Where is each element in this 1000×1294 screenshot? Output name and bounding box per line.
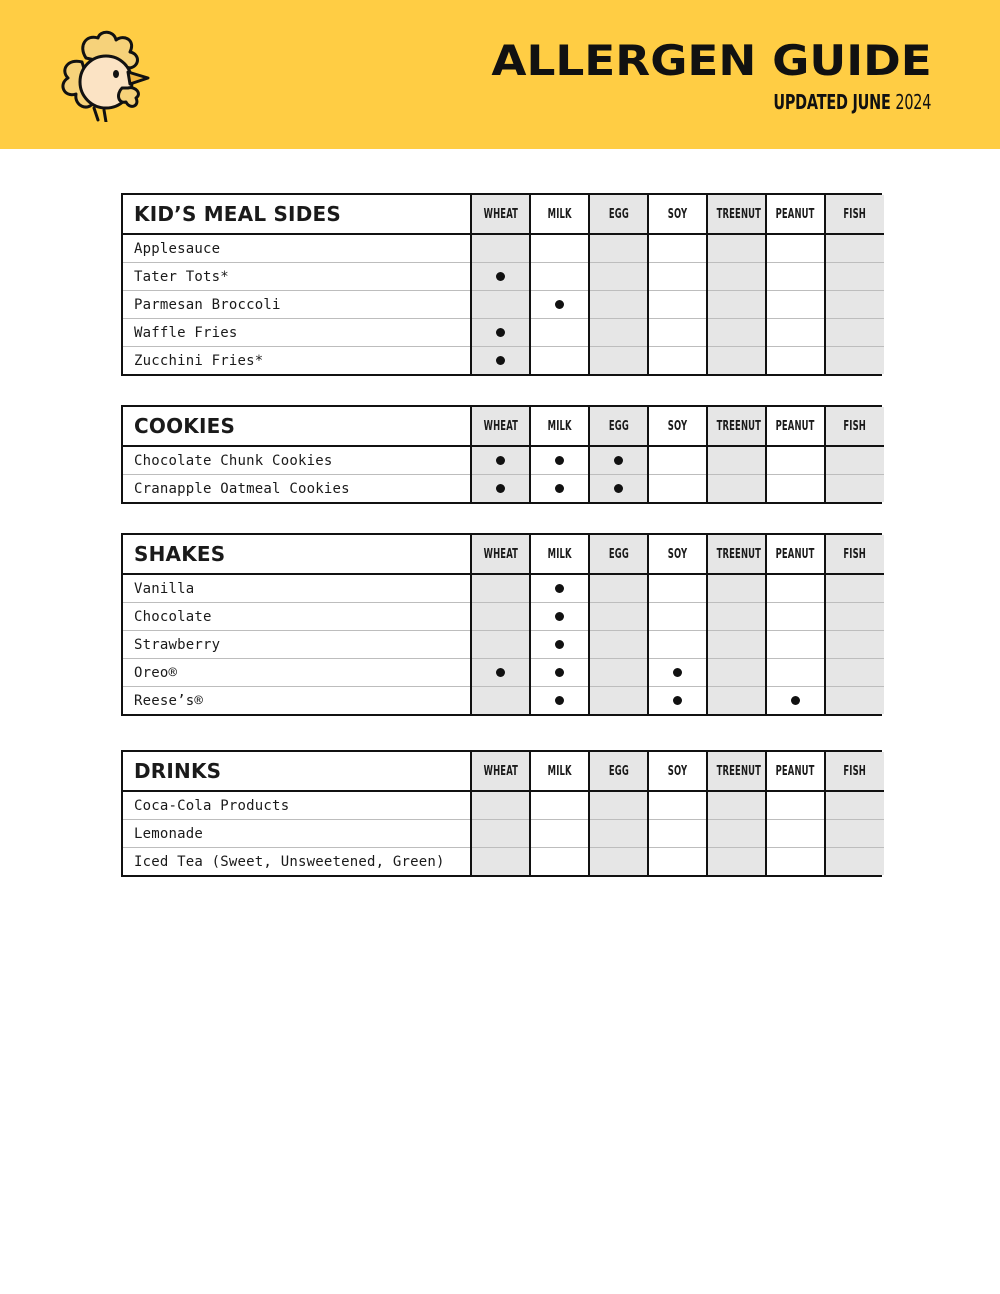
allergen-cell [589, 291, 648, 319]
allergen-cell [707, 631, 766, 659]
allergen-cell [766, 446, 825, 475]
allergen-cell [766, 820, 825, 848]
item-name: Coca-Cola Products [134, 797, 290, 814]
allergen-cell [825, 603, 884, 631]
allergen-cell [648, 820, 707, 848]
allergen-header-label: EGG [608, 418, 629, 434]
contains-dot-icon [673, 668, 682, 677]
allergen-cell [825, 820, 884, 848]
allergen-cell [530, 659, 589, 687]
allergen-header-fish [825, 535, 884, 574]
allergen-cell [648, 791, 707, 820]
allergen-cell [766, 291, 825, 319]
allergen-header-label: WHEAT [483, 763, 518, 779]
allergen-cell [530, 234, 589, 263]
table-row [123, 291, 884, 319]
item-name: Iced Tea (Sweet, Unsweetened, Green) [123, 848, 471, 876]
allergen-cell [707, 791, 766, 820]
allergen-cell [707, 659, 766, 687]
table-row [123, 848, 884, 876]
allergen-cell [766, 791, 825, 820]
allergen-cell [471, 848, 530, 876]
allergen-header-label: SOY [667, 546, 688, 562]
allergen-header-wheat [471, 535, 530, 574]
allergen-cell [766, 848, 825, 876]
allergen-cell [471, 659, 530, 687]
allergen-cell [530, 791, 589, 820]
allergen-header-peanut [766, 195, 825, 234]
allergen-cell [707, 603, 766, 631]
allergen-cell [471, 291, 530, 319]
table-row [123, 263, 884, 291]
allergen-cell [648, 603, 707, 631]
allergen-cell [707, 687, 766, 715]
allergen-header-label: MILK [547, 763, 572, 779]
contains-dot-icon [496, 356, 505, 365]
allergen-cell [825, 659, 884, 687]
allergen-header-wheat [471, 752, 530, 791]
contains-dot-icon [555, 668, 564, 677]
allergen-cell [530, 848, 589, 876]
allergen-cell [589, 659, 648, 687]
table-row [123, 475, 884, 503]
allergen-cell [648, 291, 707, 319]
item-name: Zucchini Fries* [123, 347, 471, 375]
allergen-cell [707, 319, 766, 347]
allergen-cell [707, 263, 766, 291]
item-name: Applesauce [134, 240, 221, 257]
allergen-cell [589, 574, 648, 603]
allergen-cell [825, 631, 884, 659]
allergen-cell [707, 820, 766, 848]
allergen-cell [825, 574, 884, 603]
contains-dot-icon [496, 484, 505, 493]
contains-dot-icon [555, 484, 564, 493]
allergen-cell [589, 631, 648, 659]
updated-date [773, 90, 931, 114]
allergen-header-soy [648, 407, 707, 446]
allergen-cell [648, 687, 707, 715]
allergen-header-label: MILK [547, 418, 572, 434]
allergen-cell [471, 631, 530, 659]
contains-dot-icon [614, 484, 623, 493]
allergen-cell [766, 574, 825, 603]
section-title: DRINKS [123, 752, 471, 791]
allergen-cell [589, 234, 648, 263]
item-name: Tater Tots* [123, 263, 471, 291]
item-name: Lemonade [123, 820, 471, 848]
allergen-cell [825, 791, 884, 820]
allergen-cell [589, 475, 648, 503]
allergen-header-label: TREENUT [716, 763, 762, 779]
allergen-header-label: FISH [843, 546, 867, 562]
table-row [123, 319, 884, 347]
allergen-cell [825, 446, 884, 475]
allergen-header-egg [589, 535, 648, 574]
allergen-header-treenut [707, 752, 766, 791]
allergen-header-wheat [471, 195, 530, 234]
allergen-header-label: FISH [843, 418, 867, 434]
allergen-header-milk [530, 407, 589, 446]
allergen-cell [530, 574, 589, 603]
allergen-cell [589, 687, 648, 715]
allergen-header-fish [825, 195, 884, 234]
allergen-header-soy [648, 535, 707, 574]
allergen-header-label: PEANUT [776, 206, 815, 222]
table-row [123, 603, 884, 631]
allergen-header-soy [648, 752, 707, 791]
table-row [123, 791, 884, 820]
item-name: Waffle Fries [123, 319, 471, 347]
allergen-header-label: MILK [547, 546, 572, 562]
allergen-cell [589, 446, 648, 475]
allergen-cell [766, 475, 825, 503]
allergen-cell [825, 347, 884, 375]
section-title: KID’S MEAL SIDES [123, 195, 471, 234]
rooster-logo-icon [56, 28, 154, 122]
allergen-cell [766, 687, 825, 715]
contains-dot-icon [555, 584, 564, 593]
item-name: Reese’s® [123, 687, 471, 715]
allergen-cell [766, 659, 825, 687]
allergen-cell [648, 446, 707, 475]
allergen-cell [589, 791, 648, 820]
contains-dot-icon [614, 456, 623, 465]
item-name: Cranapple Oatmeal Cookies [123, 475, 471, 503]
allergen-cell [766, 319, 825, 347]
allergen-cell [530, 820, 589, 848]
allergen-cell [766, 347, 825, 375]
allergen-header-label: EGG [608, 546, 629, 562]
allergen-header-peanut [766, 535, 825, 574]
allergen-header-label: SOY [667, 206, 688, 222]
allergen-header-peanut [766, 752, 825, 791]
allergen-cell [530, 475, 589, 503]
allergen-header-label: PEANUT [776, 546, 815, 562]
allergen-header-treenut [707, 535, 766, 574]
allergen-header-label: TREENUT [716, 206, 762, 222]
allergen-table [121, 405, 882, 504]
contains-dot-icon [496, 668, 505, 677]
allergen-header-label: EGG [608, 206, 629, 222]
allergen-cell [707, 291, 766, 319]
allergen-cell [707, 347, 766, 375]
page-title: ALLERGEN GUIDE [491, 36, 932, 85]
allergen-header-egg [589, 407, 648, 446]
allergen-cell [589, 347, 648, 375]
table-row [123, 347, 884, 375]
allergen-cell [471, 791, 530, 820]
section-title: SHAKES [123, 535, 471, 574]
allergen-header-label: WHEAT [483, 418, 518, 434]
allergen-header-label: WHEAT [483, 546, 518, 562]
allergen-cell [471, 603, 530, 631]
table-row [123, 446, 884, 475]
allergen-cell [589, 820, 648, 848]
allergen-cell [530, 291, 589, 319]
allergen-cell [825, 848, 884, 876]
allergen-cell [530, 631, 589, 659]
allergen-cell [648, 319, 707, 347]
allergen-cell [766, 603, 825, 631]
allergen-header-treenut [707, 407, 766, 446]
contains-dot-icon [496, 456, 505, 465]
allergen-cell [707, 475, 766, 503]
contains-dot-icon [496, 272, 505, 281]
table-row [123, 234, 884, 263]
allergen-header-milk [530, 535, 589, 574]
allergen-cell [471, 820, 530, 848]
allergen-cell [648, 631, 707, 659]
contains-dot-icon [555, 300, 564, 309]
allergen-cell [825, 475, 884, 503]
table-row [123, 631, 884, 659]
allergen-header-label: SOY [667, 418, 688, 434]
allergen-header-egg [589, 752, 648, 791]
item-name: Vanilla [134, 580, 195, 597]
allergen-header-label: PEANUT [776, 763, 815, 779]
page-header [0, 0, 1000, 149]
allergen-cell [648, 574, 707, 603]
allergen-cell [648, 475, 707, 503]
item-name: Strawberry [123, 631, 471, 659]
allergen-header-soy [648, 195, 707, 234]
allergen-header-label: MILK [547, 206, 572, 222]
allergen-cell [648, 848, 707, 876]
contains-dot-icon [673, 696, 682, 705]
contains-dot-icon [555, 640, 564, 649]
allergen-cell [648, 659, 707, 687]
allergen-cell [825, 234, 884, 263]
allergen-cell [589, 603, 648, 631]
allergen-cell [530, 319, 589, 347]
allergen-cell [766, 631, 825, 659]
allergen-cell [471, 319, 530, 347]
table-row [123, 687, 884, 715]
allergen-cell [530, 263, 589, 291]
contains-dot-icon [791, 696, 800, 705]
allergen-cell [766, 263, 825, 291]
table-row [123, 820, 884, 848]
table-row [123, 659, 884, 687]
allergen-cell [471, 446, 530, 475]
item-name: Chocolate Chunk Cookies [134, 452, 333, 469]
allergen-cell [589, 263, 648, 291]
allergen-cell [648, 234, 707, 263]
allergen-header-label: TREENUT [716, 546, 762, 562]
updated-year: 2024 [895, 90, 931, 114]
allergen-table [121, 533, 882, 716]
allergen-cell [825, 291, 884, 319]
allergen-cell [471, 574, 530, 603]
allergen-header-label: FISH [843, 206, 867, 222]
allergen-cell [707, 446, 766, 475]
updated-label: UPDATED JUNE [773, 90, 891, 114]
allergen-cell [766, 234, 825, 263]
allergen-table [121, 750, 882, 877]
allergen-cell [648, 263, 707, 291]
allergen-header-treenut [707, 195, 766, 234]
item-name: Parmesan Broccoli [123, 291, 471, 319]
allergen-header-label: PEANUT [776, 418, 815, 434]
allergen-header-label: SOY [667, 763, 688, 779]
allergen-cell [471, 687, 530, 715]
allergen-table [121, 193, 882, 376]
allergen-cell [648, 347, 707, 375]
allergen-cell [825, 319, 884, 347]
allergen-header-label: FISH [843, 763, 867, 779]
allergen-cell [589, 319, 648, 347]
allergen-header-label: TREENUT [716, 418, 762, 434]
allergen-cell [825, 687, 884, 715]
allergen-cell [471, 347, 530, 375]
allergen-cell [825, 263, 884, 291]
allergen-cell [530, 687, 589, 715]
item-name: Chocolate [123, 603, 471, 631]
item-name: Oreo® [123, 659, 471, 687]
contains-dot-icon [496, 328, 505, 337]
allergen-cell [707, 848, 766, 876]
allergen-header-egg [589, 195, 648, 234]
contains-dot-icon [555, 612, 564, 621]
contains-dot-icon [555, 456, 564, 465]
allergen-cell [530, 603, 589, 631]
allergen-cell [530, 446, 589, 475]
contains-dot-icon [555, 696, 564, 705]
allergen-cell [471, 263, 530, 291]
section-title: COOKIES [123, 407, 471, 446]
allergen-header-peanut [766, 407, 825, 446]
allergen-cell [589, 848, 648, 876]
allergen-cell [471, 234, 530, 263]
allergen-header-milk [530, 195, 589, 234]
table-row [123, 574, 884, 603]
allergen-cell [471, 475, 530, 503]
allergen-header-label: WHEAT [483, 206, 518, 222]
allergen-header-fish [825, 752, 884, 791]
allergen-header-wheat [471, 407, 530, 446]
allergen-header-milk [530, 752, 589, 791]
allergen-header-fish [825, 407, 884, 446]
allergen-header-label: EGG [608, 763, 629, 779]
allergen-cell [707, 234, 766, 263]
allergen-cell [530, 347, 589, 375]
allergen-cell [707, 574, 766, 603]
